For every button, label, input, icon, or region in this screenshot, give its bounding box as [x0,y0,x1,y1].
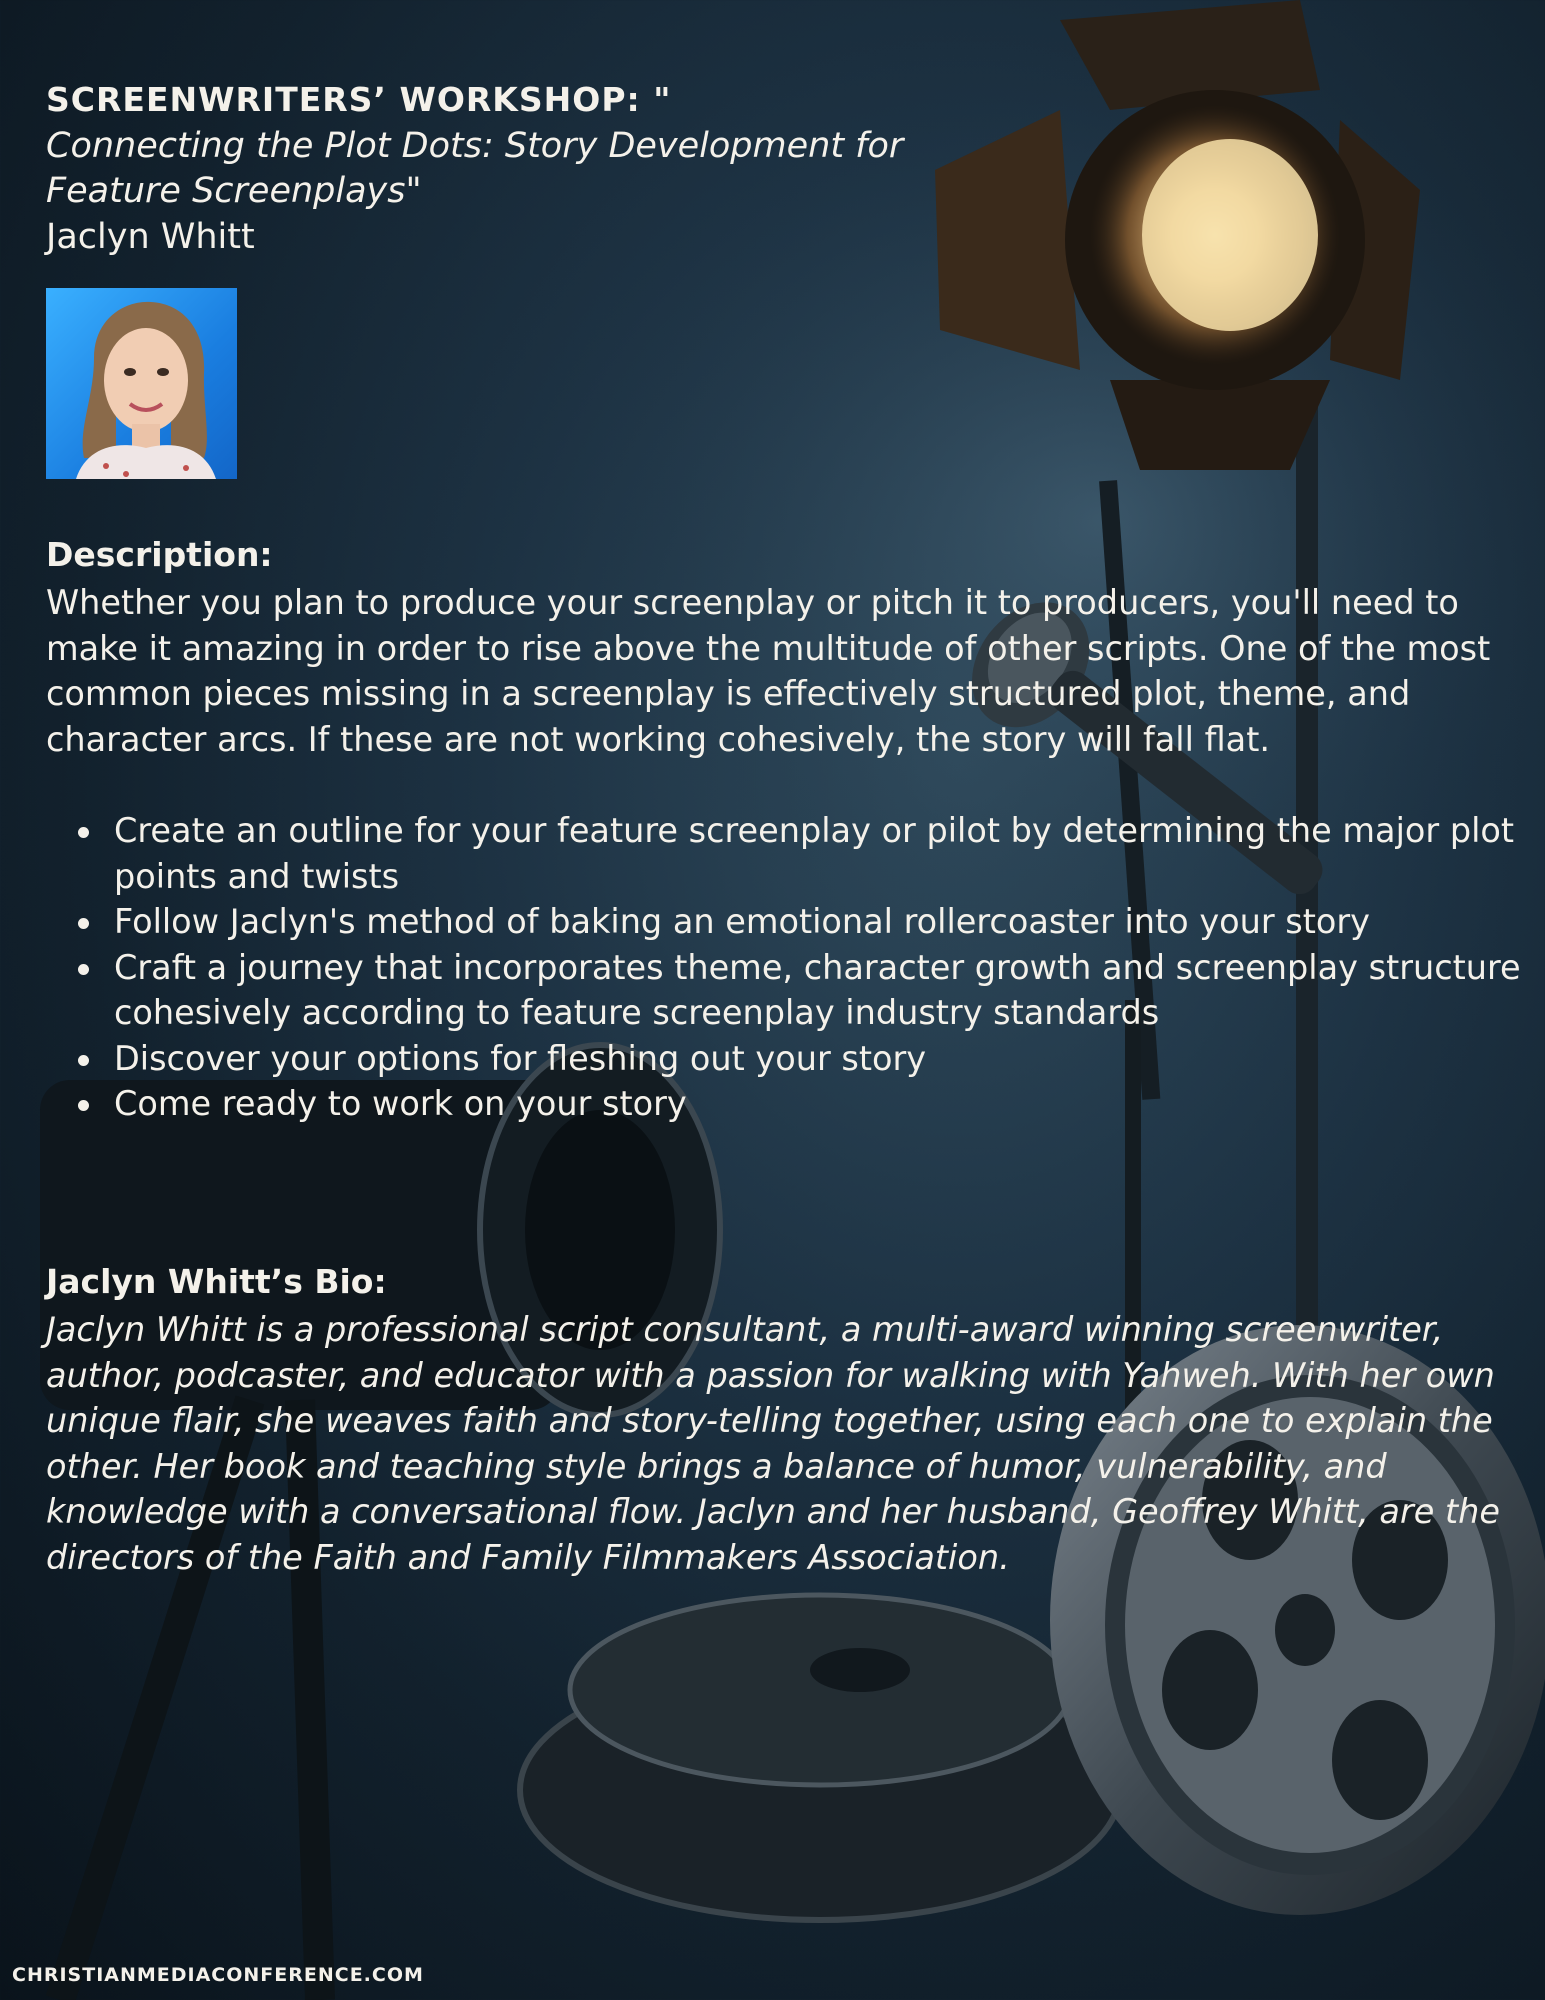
bio-heading: Jaclyn Whitt’s Bio: [46,1262,387,1301]
list-item: Come ready to work on your story [114,1081,1545,1127]
workshop-title: Connecting the Plot Dots: Story Development for Feature Screenplays" [46,126,904,211]
speaker-name: Jaclyn Whitt [46,217,255,257]
description-text: Whether you plan to produce your screenplay or pitch it to producers, you'll need to make it amazing in order to rise above the multitude of other scripts. One of the most common pieces missing in a screenplay is effectively structured plot, theme, and character arcs. If these are not working cohesively, the story will fall flat. [46,583,1491,759]
speaker-photo [46,288,237,479]
bio-text: Jaclyn Whitt is a professional script consultant, a multi-award winning screenwriter, author, podcaster, and educator with a passion for walking with Yahweh. With her own unique flair, she weaves faith and story-telling together, using each one to explain the other. Her book and teaching style brings a balance of humor, vulnerability, and knowledge with a conversational flow. Jaclyn and her husband, Geoffrey Whitt, are the directors of the Faith and Family Filmmakers Association. [46,1310,1500,1577]
workshop-title-label: SCREENWRITERS’ WORKSHOP: " [46,80,672,119]
list-item: Discover your options for fleshing out your story [114,1036,1545,1082]
list-item: Follow Jaclyn's method of baking an emotional rollercoaster into your story [114,899,1545,945]
description-bullet-list [46,808,1545,1127]
list-item: Craft a journey that incorporates theme, character growth and screenplay structure cohesively according to feature screenplay industry standards [114,945,1545,1036]
description-heading: Description: [46,535,273,574]
website-link[interactable]: CHRISTIANMEDIACONFERENCE.COM [12,1964,424,1986]
list-item: Create an outline for your feature screenplay or pilot by determining the major plot points and twists [114,808,1545,899]
speaker-portrait-image [46,288,237,479]
